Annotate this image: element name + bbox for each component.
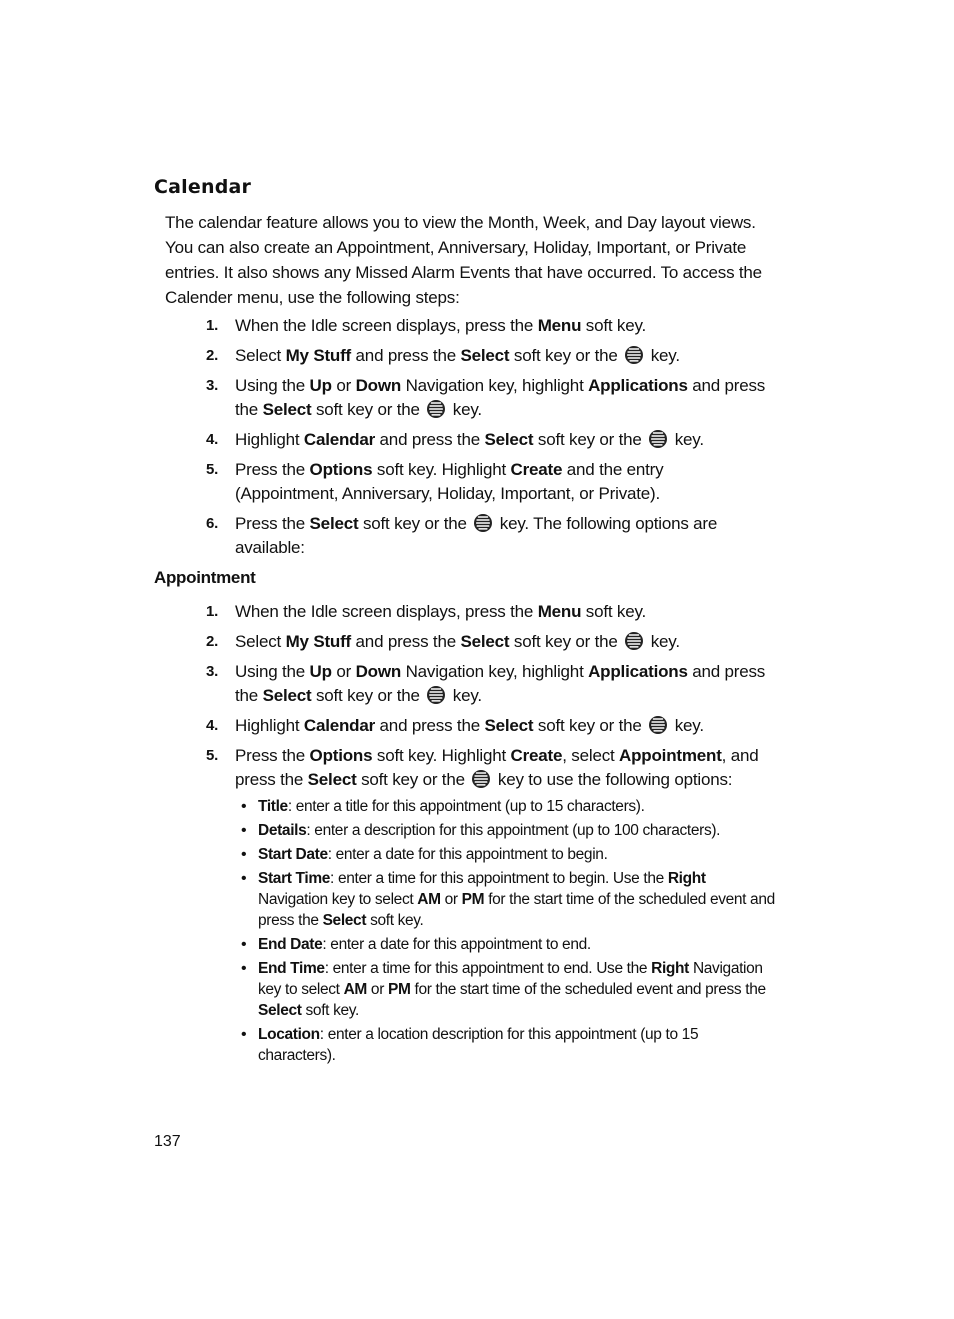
bold-term: AM [343,981,367,998]
text-run: or [366,981,388,998]
step-number: 6. [206,515,219,532]
bold-term: Options [309,746,373,765]
step-text [235,512,770,560]
text-run: for the start time of the scheduled event and press the [258,891,775,929]
bold-term: Title [258,798,288,815]
text-run: Navigation key, highlight [401,662,589,681]
text-run: and press the [351,346,461,365]
text-run: Navigation key to select [258,960,763,998]
bold-term: Options [309,460,373,479]
bold-term: Create [510,460,563,479]
text-run: and press the [235,662,766,705]
intro-paragraph: The calendar feature allows you to view the Month, Week, and Day layout views. You can also create an Appointment, Anniversary, Holiday, Important, or Private entries. It also shows any Missed Alarm Events that have occurred. To access the Calender menu, use the following steps: [165,213,762,307]
bold-term: Right [667,870,706,887]
bold-term: Up [309,662,332,681]
ok-key-icon [624,631,644,651]
text-run: , and press the [235,746,759,789]
text-run: key. [448,686,482,705]
bold-term: Location [258,1026,320,1043]
text-run: key to use the following options: [493,770,733,789]
bold-term: Up [309,376,332,395]
bold-term: Select [307,770,357,789]
step-number: 2. [206,347,219,364]
bullet: • [241,846,247,863]
step-text [235,314,770,338]
step-text [235,344,770,368]
bold-term: Down [355,376,402,395]
bold-term: Select [309,514,359,533]
text-run: : enter a time for this appointment to begin. Use the [330,870,668,887]
bold-term: Start Time [258,870,331,887]
text-run: key. The following options are available: [235,514,718,557]
text-run: or [331,376,356,395]
bold-term: Create [510,746,563,765]
text-run: and the entry (Appointment, Anniversary, Holiday, Important, or Private). [235,460,664,503]
bold-term: Details [258,822,307,839]
option-text [258,844,778,865]
text-run: and press the [375,716,485,735]
bold-term: PM [387,981,411,998]
bold-term: Select [484,430,534,449]
bullet: • [241,870,247,887]
step-text [235,744,770,792]
step-number: 1. [206,317,219,334]
text-run: soft key or the [356,770,470,789]
bold-term: PM [461,891,485,908]
text-run: : enter a date for this appointment to end. [322,936,591,953]
ok-key-icon [648,715,668,735]
ok-key-icon [624,345,644,365]
text-run: Using the [235,376,310,395]
bullet: • [241,936,247,953]
step-number: 5. [206,747,219,764]
option-text [258,934,778,955]
text-run: Using the [235,662,310,681]
bullet: • [241,822,247,839]
text-run: soft key. [581,316,647,335]
text-run: Highlight [235,430,304,449]
bold-term: Calendar [303,430,376,449]
text-run: soft key or the [509,632,623,651]
bold-term: AM [417,891,441,908]
text-run: soft key. [581,602,647,621]
option-text [258,820,778,841]
text-run: key. [448,400,482,419]
section-heading: Calendar [154,176,252,198]
text-run: Press the [235,460,310,479]
option-text [258,796,778,817]
bold-term: End Date [258,936,323,953]
step-text [235,374,770,422]
step-number: 1. [206,603,219,620]
bold-term: Right [651,960,689,977]
text-run: Highlight [235,716,304,735]
text-run: When the Idle screen displays, press the [235,316,538,335]
bold-term: Down [355,662,402,681]
bold-term: Select [322,912,367,929]
bold-term: Select [460,632,510,651]
bold-term: My Stuff [285,632,352,651]
text-run: or [331,662,356,681]
text-run: : enter a description for this appointment (up to 100 characters). [306,822,721,839]
bold-term: Start Date [258,846,328,863]
text-run: soft key. Highlight [372,746,511,765]
bullet: • [241,1026,247,1043]
text-run: Select [235,346,286,365]
text-run: : enter a date for this appointment to begin. [327,846,608,863]
text-run: Press the [235,514,310,533]
bold-term: Applications [588,662,688,681]
option-text [258,1024,778,1066]
step-number: 5. [206,461,219,478]
option-text [258,958,778,1021]
text-run: soft key. [301,1002,359,1019]
text-run: soft key or the [533,430,647,449]
bold-term: Applications [588,376,688,395]
text-run: soft key or the [358,514,472,533]
text-run: , select [562,746,620,765]
step-number: 2. [206,633,219,650]
step-text [235,660,770,708]
step-text [235,630,770,654]
bold-term: End Time [258,960,325,977]
ok-key-icon [426,399,446,419]
ok-key-icon [473,513,493,533]
step-number: 3. [206,663,219,680]
text-run: : enter a time for this appointment to end. Use the [324,960,652,977]
step-number: 3. [206,377,219,394]
text-run: key. [646,346,680,365]
text-run: and press the [375,430,485,449]
bold-term: My Stuff [285,346,352,365]
text-run: When the Idle screen displays, press the [235,602,538,621]
bold-term: Appointment [619,746,722,765]
bold-term: Select [258,1002,302,1019]
option-text [258,868,778,931]
bullet: • [241,960,247,977]
bold-term: Select [262,400,312,419]
text-run: : enter a title for this appointment (up to 15 characters). [287,798,645,815]
text-run: soft key. Highlight [372,460,511,479]
text-run: Navigation key to select [258,891,418,908]
step-text [235,458,770,506]
text-run: Select [235,632,286,651]
step-number: 4. [206,717,219,734]
text-run: Press the [235,746,310,765]
text-run: or [440,891,462,908]
text-run: and press the [235,376,766,419]
text-run: key. [646,632,680,651]
text-run: soft key. [366,912,424,929]
step-text [235,600,770,624]
text-run: soft key or the [533,716,647,735]
step-number: 4. [206,431,219,448]
step-text [235,428,770,452]
bold-term: Select [484,716,534,735]
text-run: key. [670,716,704,735]
bold-term: Select [262,686,312,705]
text-run: for the start time of the scheduled event and press the [410,981,766,998]
ok-key-icon [471,769,491,789]
text-run: Navigation key, highlight [401,376,589,395]
text-run: soft key or the [311,686,425,705]
text-run: and press the [351,632,461,651]
step-text [235,714,770,738]
ok-key-icon [426,685,446,705]
bullet: • [241,798,247,815]
ok-key-icon [648,429,668,449]
bold-term: Select [460,346,510,365]
bold-term: Menu [537,602,582,621]
text-run: soft key or the [311,400,425,419]
text-run: : enter a location description for this appointment (up to 15 characters). [258,1026,699,1064]
bold-term: Menu [537,316,582,335]
text-run: key. [670,430,704,449]
text-run: soft key or the [509,346,623,365]
bold-term: Calendar [303,716,376,735]
page-number: 137 [154,1133,181,1150]
subsection-heading: Appointment [154,568,256,587]
